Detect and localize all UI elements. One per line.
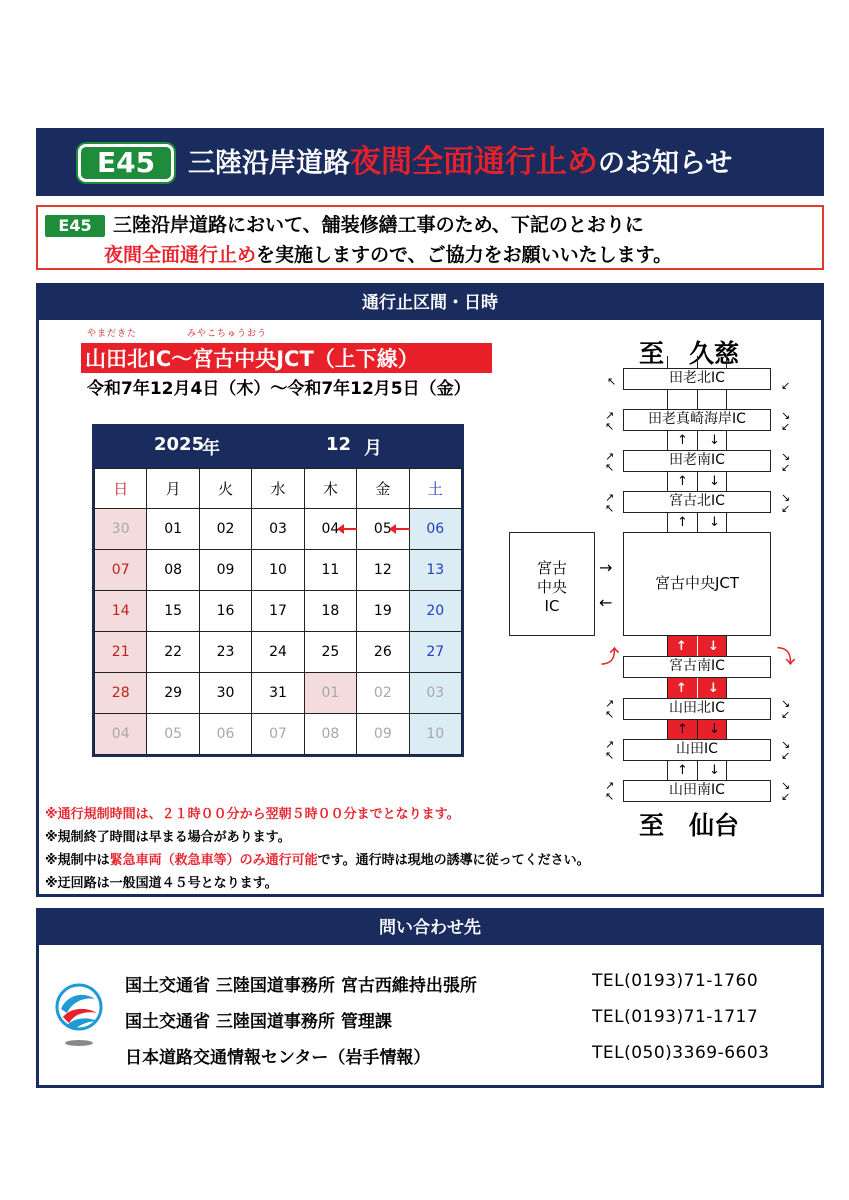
closure-section-title: 通行止区間・日時 bbox=[39, 286, 821, 320]
arrow-up-icon: ↑ bbox=[677, 515, 688, 530]
calendar-year-unit: 年 bbox=[202, 438, 220, 459]
calendar-day: 06 bbox=[409, 509, 461, 550]
weekday-tue: 火 bbox=[199, 469, 251, 509]
note-emergency-b: 緊急車両（救急車等）のみ通行可能 bbox=[109, 853, 318, 868]
ramp-icon: ↘ ↙ bbox=[781, 738, 791, 762]
ic-taro-minami: 田老南IC bbox=[623, 450, 771, 472]
page-title bbox=[188, 142, 732, 184]
calendar-day: 14 bbox=[95, 591, 147, 632]
calendar-week bbox=[95, 550, 462, 591]
arrow-up-icon: ↑ bbox=[677, 433, 688, 448]
ramp-icon: ↖ bbox=[607, 375, 617, 388]
calendar-day: 22 bbox=[147, 632, 199, 673]
note-hours: ※通行規制時間は、２１時００分から翌朝５時００分までとなります。 bbox=[45, 807, 460, 822]
destination-south: 至 仙台 bbox=[639, 811, 740, 840]
notice-highlight: 夜間全面通行止め bbox=[104, 244, 257, 266]
closure-dates: 令和7年12月4日（木）～令和7年12月5日（金） bbox=[87, 379, 471, 399]
calendar-day: 07 bbox=[252, 714, 304, 755]
calendar-day: 04 bbox=[321, 521, 340, 537]
calendar-day: 02 bbox=[357, 673, 409, 714]
arrow-down-icon: ↓ bbox=[709, 474, 720, 489]
calendar-day: 03 bbox=[409, 673, 461, 714]
calendar-day: 02 bbox=[199, 509, 251, 550]
ic-miyako-chuo-line1: 宮古 bbox=[536, 559, 567, 577]
contact-tel[interactable]: TEL(0193)71-1717 bbox=[592, 1007, 759, 1027]
notice-line-1: 三陸沿岸道路において、舗装修繕工事のため、下記のとおりに bbox=[113, 214, 644, 236]
calendar-day: 25 bbox=[304, 632, 356, 673]
calendar-month-unit: 月 bbox=[364, 438, 382, 459]
ic-yamada-minami: 山田南IC bbox=[623, 780, 771, 802]
calendar-day: 09 bbox=[199, 550, 251, 591]
note-emergency bbox=[45, 849, 590, 868]
calendar-day: 19 bbox=[357, 591, 409, 632]
calendar-day: 07 bbox=[95, 550, 147, 591]
calendar-day: 11 bbox=[304, 550, 356, 591]
route-badge-e45: E45 bbox=[78, 144, 174, 182]
contact-section bbox=[36, 908, 824, 1088]
arrow-up-icon: ↑ bbox=[676, 681, 687, 696]
calendar-day: 30 bbox=[199, 673, 251, 714]
ic-yamada: 山田IC bbox=[623, 739, 771, 761]
arrow-up-icon: ↑ bbox=[677, 474, 688, 489]
arrow-up-icon: ↑ bbox=[676, 639, 687, 654]
header-banner bbox=[36, 128, 824, 196]
ic-miyako-chuo-line3: IC bbox=[544, 597, 560, 615]
arrow-down-icon: ↓ bbox=[708, 681, 719, 696]
calendar-day: 20 bbox=[409, 591, 461, 632]
calendar-day: 09 bbox=[357, 714, 409, 755]
arrow-down-icon: ↓ bbox=[709, 722, 720, 737]
calendar-day: 31 bbox=[252, 673, 304, 714]
arrow-down-icon: ↓ bbox=[709, 515, 720, 530]
contact-tel[interactable]: TEL(0193)71-1760 bbox=[592, 971, 759, 991]
calendar-day-closure-end bbox=[357, 509, 409, 550]
ramp-icon: ↘ ↙ bbox=[781, 697, 791, 721]
contact-name: 国土交通省 三陸国道事務所 管理課 bbox=[125, 1012, 392, 1032]
calendar-day: 08 bbox=[147, 550, 199, 591]
calendar-day: 06 bbox=[199, 714, 251, 755]
note-emergency-c: です。通行時は現地の誘導に従ってください。 bbox=[317, 853, 590, 868]
weekday-sat: 土 bbox=[409, 469, 461, 509]
calendar-week bbox=[95, 509, 462, 550]
calendar-day: 05 bbox=[373, 521, 392, 537]
notice-badge-e45: E45 bbox=[45, 215, 105, 237]
calendar-month: 12 bbox=[326, 434, 352, 455]
closed-ramp-icon: ⤵ bbox=[777, 647, 795, 668]
closure-section bbox=[36, 283, 824, 897]
ramp-icon: ↘ ↙ bbox=[781, 409, 791, 433]
arrow-down-icon: ↓ bbox=[709, 763, 720, 778]
calendar-day: 16 bbox=[199, 591, 251, 632]
route-name: 山田北IC～宮古中央JCT（上下線） bbox=[85, 347, 419, 371]
note-emergency-a: ※規制中は bbox=[45, 853, 110, 868]
ramp-icon: ↗ ↖ bbox=[605, 779, 615, 803]
note-early-end: ※規制終了時間は早まる場合があります。 bbox=[45, 830, 291, 845]
weekday-row bbox=[95, 469, 462, 509]
calendar-week bbox=[95, 714, 462, 755]
title-suffix: のお知らせ bbox=[598, 148, 733, 179]
calendar-day: 26 bbox=[357, 632, 409, 673]
destination-north: 至 久慈 bbox=[639, 339, 740, 368]
calendar-day: 08 bbox=[304, 714, 356, 755]
calendar-day: 04 bbox=[95, 714, 147, 755]
calendar-day: 18 bbox=[304, 591, 356, 632]
calendar-week bbox=[95, 591, 462, 632]
calendar-day: 03 bbox=[252, 509, 304, 550]
mlit-logo-icon bbox=[53, 981, 105, 1051]
calendar-day: 10 bbox=[409, 714, 461, 755]
ic-miyako-chuo bbox=[509, 532, 595, 636]
calendar-header bbox=[94, 426, 462, 468]
weekday-mon: 月 bbox=[147, 469, 199, 509]
ramp-icon: ↘ ↙ bbox=[781, 491, 791, 515]
notice-box bbox=[36, 205, 824, 270]
calendar-day: 17 bbox=[252, 591, 304, 632]
weekday-fri: 金 bbox=[357, 469, 409, 509]
calendar-day: 12 bbox=[357, 550, 409, 591]
calendar-day: 28 bbox=[95, 673, 147, 714]
contact-name: 国土交通省 三陸国道事務所 宮古西維持出張所 bbox=[125, 976, 477, 996]
ic-taro-kita: 田老北IC bbox=[623, 368, 771, 390]
calendar-day: 13 bbox=[409, 550, 461, 591]
ic-taro-masaki: 田老真崎海岸IC bbox=[623, 409, 771, 431]
jct-miyako-chuo: 宮古中央JCT bbox=[623, 532, 771, 636]
ramp-icon: ↗ ↖ bbox=[605, 491, 615, 515]
contact-tel[interactable]: TEL(050)3369-6603 bbox=[592, 1043, 770, 1063]
calendar-day: 27 bbox=[409, 632, 461, 673]
notice-rest: を実施しますので、ご協力をお願いいたします。 bbox=[256, 244, 673, 266]
ramp-icon: ↙ bbox=[781, 379, 791, 392]
arrow-up-icon: ↑ bbox=[677, 763, 688, 778]
weekday-wed: 水 bbox=[252, 469, 304, 509]
closed-ramp-icon: ⤴ bbox=[601, 647, 619, 668]
calendar-week bbox=[95, 632, 462, 673]
weekday-sun: 日 bbox=[95, 469, 147, 509]
calendar bbox=[92, 424, 464, 757]
arrow-down-icon: ↓ bbox=[709, 433, 720, 448]
calendar-day: 21 bbox=[95, 632, 147, 673]
calendar-day: 15 bbox=[147, 591, 199, 632]
arrow-up-icon: ↑ bbox=[677, 722, 688, 737]
contact-name: 日本道路交通情報センター（岩手情報） bbox=[125, 1048, 431, 1068]
note-detour: ※迂回路は一般国道４５号となります。 bbox=[45, 876, 278, 891]
ramp-icon: ↗ ↖ bbox=[605, 697, 615, 721]
ramp-icon: ↗ ↖ bbox=[605, 738, 615, 762]
route-name-box bbox=[81, 343, 492, 373]
title-prefix: 三陸沿岸道路 bbox=[188, 148, 350, 179]
calendar-day: 10 bbox=[252, 550, 304, 591]
calendar-day: 01 bbox=[304, 673, 356, 714]
ic-miyako-minami: 宮古南IC bbox=[623, 656, 771, 678]
arrow-right-icon: → bbox=[599, 558, 613, 577]
route-ruby: やまだきた みやこちゅうおう bbox=[87, 329, 268, 339]
ramp-icon: ↘ ↙ bbox=[781, 450, 791, 474]
calendar-day: 24 bbox=[252, 632, 304, 673]
ic-miyako-chuo-line2: 中央 bbox=[536, 578, 567, 596]
ramp-icon: ↘ ↙ bbox=[781, 779, 791, 803]
ic-miyako-kita: 宮古北IC bbox=[623, 491, 771, 513]
arrow-down-icon: ↓ bbox=[708, 639, 719, 654]
ic-yamada-kita: 山田北IC bbox=[623, 698, 771, 720]
calendar-day: 01 bbox=[147, 509, 199, 550]
ramp-icon: ↗ ↖ bbox=[605, 450, 615, 474]
calendar-week bbox=[95, 673, 462, 714]
title-highlight: 夜間全面通行止め bbox=[350, 144, 598, 180]
calendar-day: 30 bbox=[95, 509, 147, 550]
calendar-day-closure-start bbox=[304, 509, 356, 550]
weekday-thu: 木 bbox=[304, 469, 356, 509]
route-diagram bbox=[499, 326, 819, 846]
arrow-left-icon: ← bbox=[599, 593, 613, 612]
calendar-day: 23 bbox=[199, 632, 251, 673]
notice-line-2 bbox=[104, 241, 672, 269]
contact-section-title: 問い合わせ先 bbox=[39, 911, 821, 945]
calendar-day: 05 bbox=[147, 714, 199, 755]
calendar-grid bbox=[94, 468, 462, 755]
ramp-icon: ↗ ↖ bbox=[605, 409, 615, 433]
calendar-day: 29 bbox=[147, 673, 199, 714]
calendar-year: 2025 bbox=[154, 434, 205, 455]
